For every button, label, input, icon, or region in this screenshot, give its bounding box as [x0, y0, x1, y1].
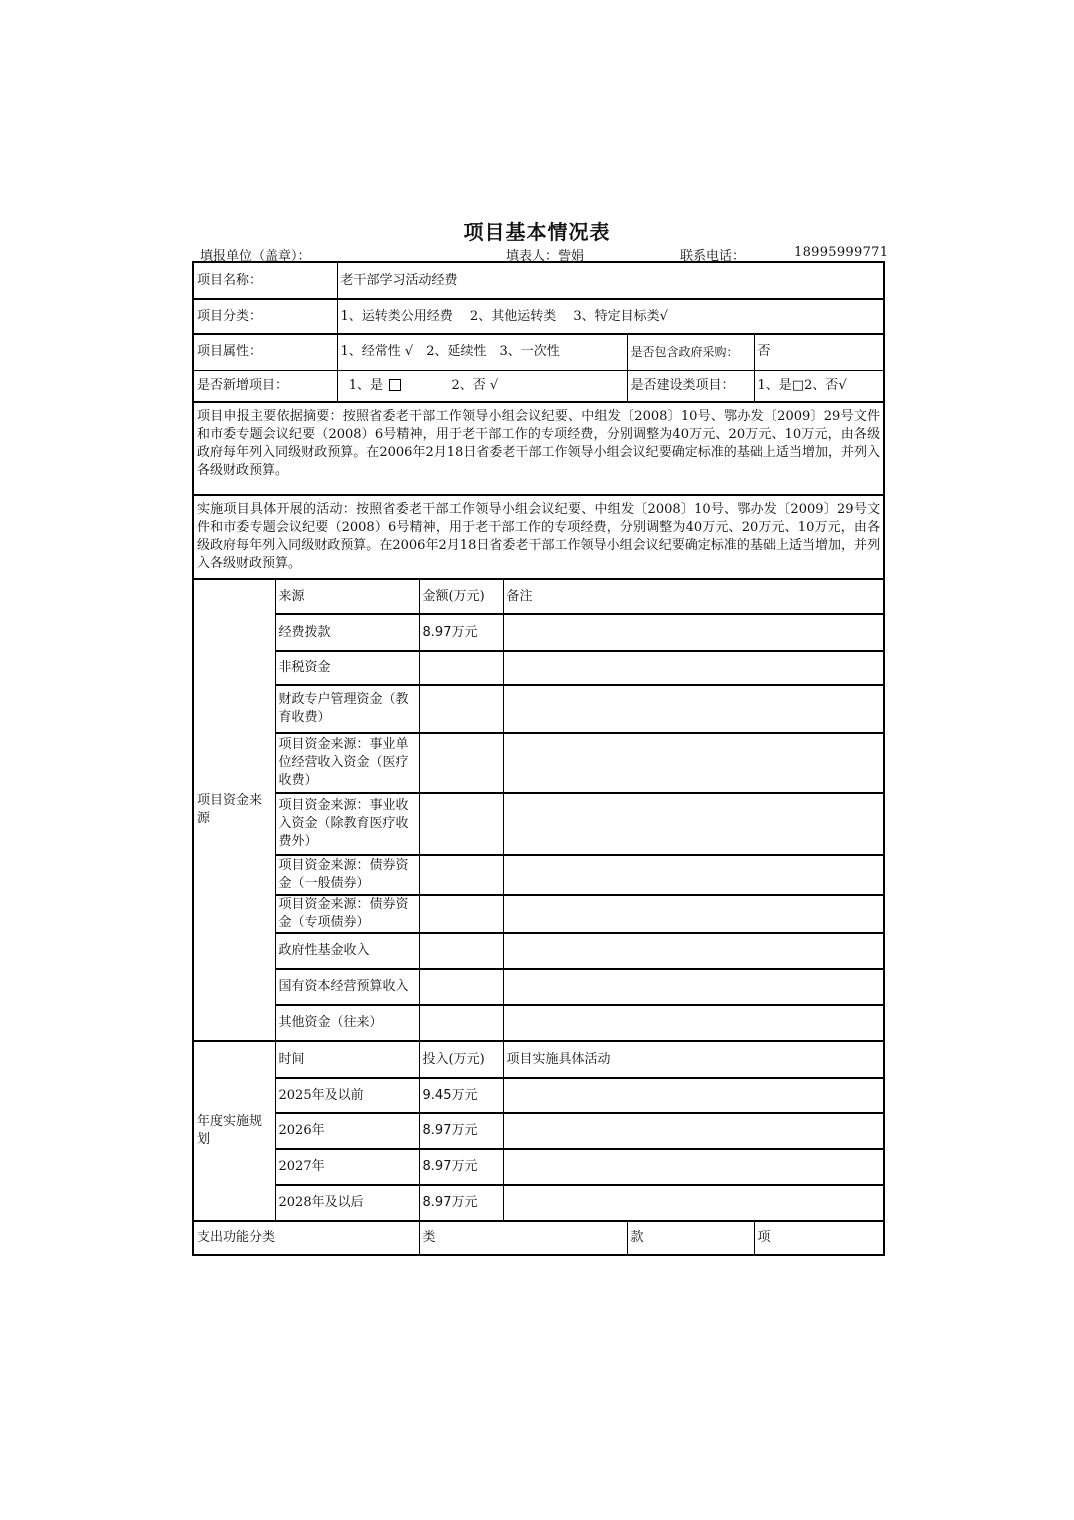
plan-invest: 8.97万元: [419, 1113, 503, 1149]
funding-source: 经费拨款: [275, 614, 419, 651]
funding-source: 项目资金来源：事业收入资金（除教育医疗收费外）: [275, 793, 419, 855]
new-project-yes: 1、是: [348, 377, 384, 393]
filler-label: 填表人：: [506, 249, 559, 264]
plan-invest: 8.97万元: [419, 1149, 503, 1185]
funding-note: [503, 733, 884, 793]
plan-activity: [503, 1078, 884, 1113]
funding-col-note: 备注: [503, 579, 884, 614]
plan-time: 2028年及以后: [275, 1185, 419, 1221]
funding-note: [503, 793, 884, 855]
plan-invest: 9.45万元: [419, 1078, 503, 1113]
plan-col-invest: 投入(万元): [419, 1041, 503, 1078]
construction-label: 是否建设类项目：: [627, 370, 754, 402]
funding-note: [503, 933, 884, 969]
project-category-label: 项目分类：: [193, 299, 337, 334]
funding-amount: [419, 733, 503, 793]
filler-name: 訾娟: [558, 249, 585, 264]
funding-note: [503, 1005, 884, 1041]
funding-note: [503, 969, 884, 1005]
funding-col-source: 来源: [275, 579, 419, 614]
expense-label: 支出功能分类: [193, 1221, 419, 1255]
funding-source: 项目资金来源：债券资金（一般债券）: [275, 855, 419, 895]
new-project-no: 2、否 √: [451, 377, 499, 393]
page-title: 项目基本情况表: [463, 220, 611, 244]
project-category-value: 1、运转类公用经费 2、其他运转类 3、特定目标类√: [337, 299, 884, 334]
funding-source: 项目资金来源：债券资金（专项债券）: [275, 895, 419, 933]
funding-col-amount: 金额(万元): [419, 579, 503, 614]
construction-value: 1、是□2、否√: [754, 370, 884, 402]
project-attribute-label: 项目属性：: [193, 334, 337, 370]
phone-label: 联系电话：: [680, 249, 746, 264]
basis-text: 项目申报主要依据摘要：按照省委老干部工作领导小组会议纪要、中组发〔2008〕10号、鄂办发〔2009〕29号文件和市委专题会议纪要（2008）6号精神，用于老干部工作的专项经费，分别调整为40万元、20万元、10万元，由各级政府每年列入同级财政预算。在2006年2月18日省委老干部工作领导小组会议纪要确定标准的基础上适当增加，并列入各级财政预算。: [193, 402, 884, 495]
funding-section-label: 项目资金来源: [193, 579, 275, 1041]
plan-col-time: 时间: [275, 1041, 419, 1078]
expense-section: 款: [627, 1221, 754, 1255]
project-name-label: 项目名称：: [193, 262, 337, 299]
procurement-label: 是否包含政府采购：: [627, 334, 754, 370]
funding-amount: [419, 651, 503, 685]
new-project-label: 是否新增项目：: [193, 370, 337, 402]
funding-amount: [419, 1005, 503, 1041]
funding-source: 政府性基金收入: [275, 933, 419, 969]
funding-amount: [419, 895, 503, 933]
funding-note: [503, 614, 884, 651]
funding-source: 财政专户管理资金（教育收费）: [275, 685, 419, 733]
funding-amount: [419, 933, 503, 969]
funding-note: [503, 895, 884, 933]
funding-source: 其他资金（往来）: [275, 1005, 419, 1041]
funding-note: [503, 651, 884, 685]
funding-amount: [419, 969, 503, 1005]
procurement-value: 否: [754, 334, 884, 370]
funding-note: [503, 855, 884, 895]
activity-text: 实施项目具体开展的活动：按照省委老干部工作领导小组会议纪要、中组发〔2008〕10号、鄂办发〔2009〕29号文件和市委专题会议纪要（2008）6号精神，用于老干部工作的专项经费，分别调整为40万元、20万元、10万元，由各级政府每年列入同级财政预算。在2006年2月18日省委老干部工作领导小组会议纪要确定标准的基础上适当增加，并列入各级财政预算。: [193, 495, 884, 579]
project-name-value: 老干部学习活动经费: [337, 262, 884, 299]
funding-amount: [419, 793, 503, 855]
funding-note: [503, 685, 884, 733]
plan-activity: [503, 1185, 884, 1221]
funding-amount: [419, 855, 503, 895]
funding-amount: [419, 685, 503, 733]
project-info-table: [192, 261, 885, 1256]
plan-invest: 8.97万元: [419, 1185, 503, 1221]
plan-time: 2026年: [275, 1113, 419, 1149]
new-project-value: [337, 370, 627, 402]
checkbox-empty-icon: [389, 379, 401, 391]
funding-amount: 8.97万元: [419, 614, 503, 651]
phone-number: 18995999771: [794, 245, 889, 260]
plan-section-label: 年度实施规划: [193, 1041, 275, 1221]
expense-class: 类: [419, 1221, 627, 1255]
plan-activity: [503, 1113, 884, 1149]
plan-col-activity: 项目实施具体活动: [503, 1041, 884, 1078]
plan-time: 2025年及以前: [275, 1078, 419, 1113]
funding-source: 非税资金: [275, 651, 419, 685]
unit-label: 填报单位（盖章）：: [200, 249, 311, 264]
funding-source: 项目资金来源：事业单位经营收入资金（医疗收费）: [275, 733, 419, 793]
expense-item: 项: [754, 1221, 884, 1255]
plan-time: 2027年: [275, 1149, 419, 1185]
project-attribute-value: 1、经常性 √ 2、延续性 3、一次性: [337, 334, 627, 370]
plan-activity: [503, 1149, 884, 1185]
funding-source: 国有资本经营预算收入: [275, 969, 419, 1005]
